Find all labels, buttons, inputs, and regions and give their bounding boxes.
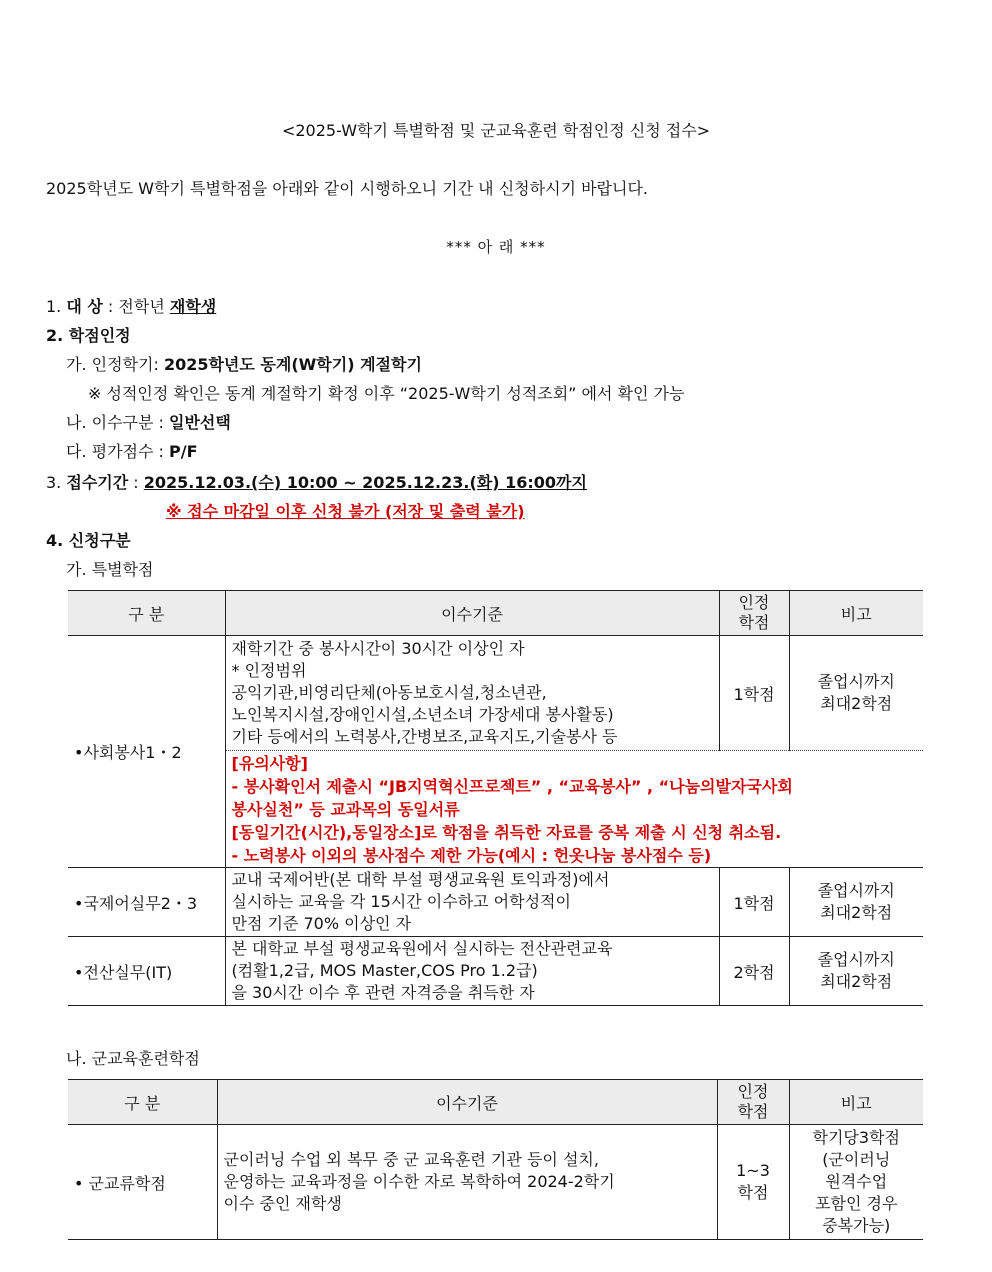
criteria-line: 군이러닝 수업 외 복무 중 군 교육훈련 기관 등이 설치, [223, 1150, 599, 1169]
military-credit-table [68, 1079, 923, 1240]
warning-line: 봉사실천” 등 교과목의 동일서류 [231, 799, 460, 819]
warning-box [225, 751, 923, 868]
row-category: •국제어실무2・3 [68, 868, 225, 937]
criteria-line: 실시하는 교육을 각 15시간 이수하고 어학성적이 [231, 892, 571, 911]
row-note-b: 최대2학점 [820, 972, 893, 991]
s2c-prefix: 다. 평가점수 : [66, 442, 170, 461]
row-credit: 1학점 [719, 868, 789, 937]
criteria-line: 이수 중인 재학생 [223, 1194, 342, 1213]
t2-header-note: 비고 [789, 1080, 923, 1125]
row-note [789, 1125, 923, 1240]
row-credit [717, 1125, 789, 1240]
row-credit-a: 1~3 [736, 1161, 770, 1180]
table-row [68, 937, 923, 1006]
criteria-line: 교내 국제어반(본 대학 부설 평생교육원 토익과정)에서 [231, 870, 610, 889]
t2-header-criteria: 이수기준 [217, 1080, 717, 1125]
t1-header-category: 구 분 [68, 591, 225, 636]
row-category: • 군교류학점 [68, 1125, 217, 1240]
section-2c [66, 439, 198, 462]
t1-header-credit-b: 학점 [738, 613, 770, 632]
section-4b-label: 나. 군교육훈련학점 [66, 1049, 200, 1068]
s2b-value: 일반선택 [169, 413, 231, 432]
section-1 [46, 294, 216, 317]
row-criteria [225, 937, 719, 1006]
warning-line: [유의사항] [231, 753, 308, 773]
note-line: (군이러닝 [822, 1150, 891, 1169]
s3-value: 2025.12.03.(수) 10:00 ~ 2025.12.23.(화) 16:00까지 [143, 473, 587, 492]
s3-label: 접수기간 [66, 473, 129, 492]
note-line: 중복가능) [822, 1216, 891, 1235]
row-criteria [225, 868, 719, 937]
row-note-b: 최대2학점 [820, 903, 893, 922]
t1-header-credit [719, 591, 789, 636]
s2a-prefix: 가. 인정학기: [66, 355, 164, 374]
criteria-line: 기타 등에서의 노력봉사,간병보조,교육지도,기술봉사 등 [231, 727, 618, 746]
s1-num: 1. [46, 297, 67, 316]
criteria-line: (컴활1,2급, MOS Master,COS Pro 1.2급) [231, 961, 538, 980]
document-title: <2025-W학기 특별학점 및 군교육훈련 학점인정 신청 접수> [281, 121, 711, 140]
t1-header-note: 비고 [789, 591, 923, 636]
note-line: 포함인 경우 [815, 1194, 898, 1213]
s1-sep: : 전학년 [102, 297, 170, 316]
row-note-a: 졸업시까지 [817, 950, 895, 969]
section-3 [46, 470, 587, 493]
table-row [68, 636, 923, 751]
row-credit: 2학점 [719, 937, 789, 1006]
section-2-note: ※ 성적인정 확인은 동계 계절학기 확정 이후 “2025-W학기 성적조회” 에서 확인 가능 [88, 384, 685, 403]
criteria-line: 재학기간 중 봉사시간이 30시간 이상인 자 [231, 639, 525, 658]
section-marker: *** 아 래 *** [446, 238, 546, 256]
criteria-line: 만점 기준 70% 이상인 자 [231, 914, 412, 933]
row-criteria [225, 636, 719, 751]
s3-sep: : [128, 473, 144, 492]
note-line: 원격수업 [825, 1172, 888, 1191]
row-credit: 1학점 [719, 636, 789, 751]
row-note [789, 937, 923, 1006]
t2-header-credit-a: 인정 [737, 1082, 769, 1101]
s2a-value: 2025학년도 동계(W학기) 계절학기 [163, 355, 422, 374]
criteria-line: 을 30시간 이수 후 관련 자격증을 취득한 자 [231, 983, 535, 1002]
row-note-a: 졸업시까지 [817, 881, 895, 900]
special-credit-table [68, 590, 923, 1006]
row-note-a: 졸업시까지 [817, 672, 895, 691]
row-category: •전산실무(IT) [68, 937, 225, 1006]
table-row [68, 868, 923, 937]
warning-line: - 노력봉사 이외의 봉사점수 제한 가능(예시 : 헌옷나눔 봉사점수 등) [231, 845, 712, 865]
t2-header-category: 구 분 [68, 1080, 217, 1125]
table-row [68, 1125, 923, 1240]
criteria-line: 공익기관,비영리단체(아동보호시설,청소년관, [231, 683, 547, 702]
t2-header-credit [717, 1080, 789, 1125]
criteria-line: 본 대학교 부설 평생교육원에서 실시하는 전산관련교육 [231, 939, 613, 958]
warning-line: - 봉사확인서 제출시 “JB지역혁신프로젝트” , “교육봉사” , “나눔의발자국사회 [231, 776, 793, 796]
intro-text: 2025학년도 W학기 특별학점을 아래와 같이 시행하오니 기간 내 신청하시기 바랍니다. [46, 179, 648, 198]
note-line: 학기당3학점 [812, 1128, 900, 1147]
t1-header-credit-a: 인정 [738, 593, 770, 612]
section-4a-label: 가. 특별학점 [66, 560, 154, 579]
criteria-line: 운영하는 교육과정을 이수한 자로 복학하여 2024-2학기 [223, 1172, 615, 1191]
section-3-warning: ※ 접수 마감일 이후 신청 불가 (저장 및 출력 불가) [166, 502, 525, 521]
s1-value: 재학생 [169, 297, 217, 316]
row-note [789, 868, 923, 937]
section-2-title: 2. 학점인정 [46, 326, 131, 345]
row-criteria [217, 1125, 717, 1240]
row-category: •사회봉사1・2 [68, 636, 225, 868]
section-2b [66, 410, 231, 433]
row-credit-b: 학점 [737, 1183, 769, 1202]
s3-num: 3. [46, 473, 67, 492]
warning-line: [동일기간(시간),동일장소]로 학점을 취득한 자료를 중복 제출 시 신청 취소됨. [231, 822, 782, 842]
section-4-title: 4. 신청구분 [46, 531, 131, 550]
section-2a [66, 352, 422, 375]
t1-header-criteria: 이수기준 [225, 591, 719, 636]
criteria-line: 노인복지시설,장애인시설,소년소녀 가장세대 봉사활동) [231, 705, 614, 724]
t2-header-credit-b: 학점 [737, 1102, 769, 1121]
s2b-prefix: 나. 이수구분 : [66, 413, 170, 432]
row-note [789, 636, 923, 751]
criteria-line: * 인정범위 [231, 661, 307, 680]
row-note-b: 최대2학점 [820, 694, 893, 713]
s1-label: 대 상 [66, 297, 103, 316]
s2c-value: P/F [169, 442, 198, 461]
